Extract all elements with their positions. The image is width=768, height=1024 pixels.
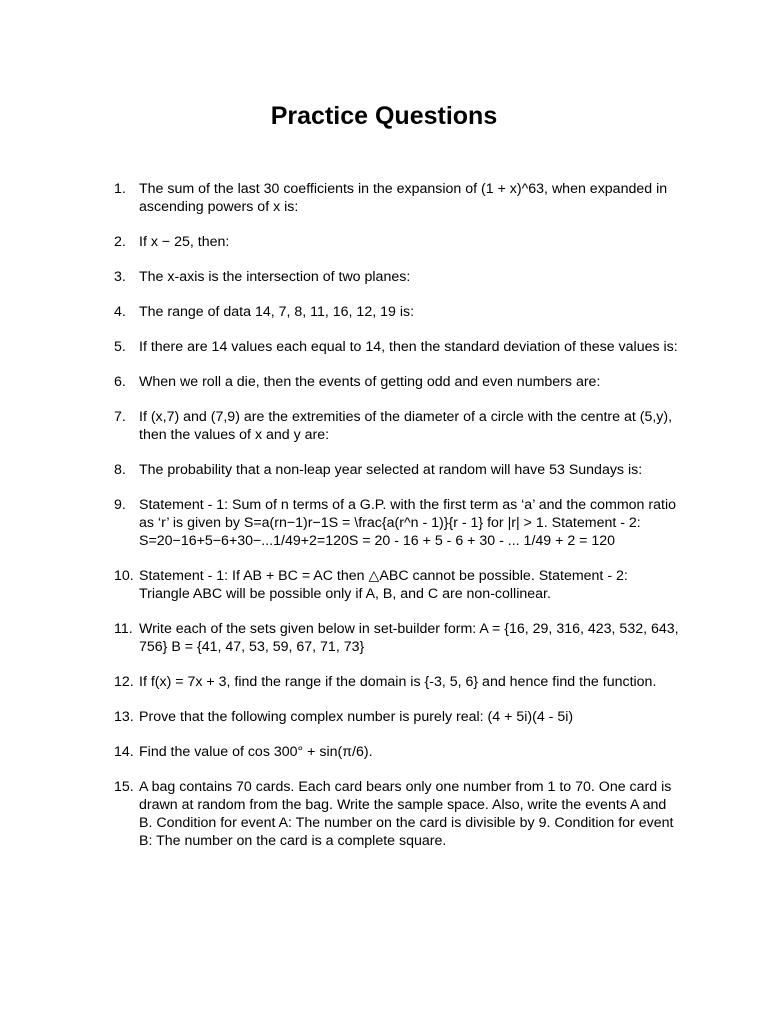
question-text: Prove that the following complex number is purely real: (4 + 5i)(4 - 5i)	[139, 709, 574, 725]
question-item	[0, 673, 768, 691]
question-number: 7.	[114, 409, 126, 425]
question-text: When we roll a die, then the events of getting odd and even numbers are:	[139, 374, 601, 390]
page-title: Practice Questions	[270, 102, 498, 130]
question-number: 2.	[114, 234, 126, 250]
question-number: 10.	[114, 568, 134, 584]
question-text: If (x,7) and (7,9) are the extremities of the diameter of a circle with the centre at (5,y), then the values of x and y are:	[139, 409, 673, 443]
question-item	[0, 268, 768, 286]
question-text: If x − 25, then:	[139, 234, 230, 250]
question-item	[0, 708, 768, 726]
question-number: 11.	[114, 621, 133, 637]
question-item	[0, 778, 768, 850]
question-number: 14.	[114, 744, 134, 760]
question-text: If f(x) = 7x + 3, find the range if the domain is {-3, 5, 6} and hence find the function.	[139, 674, 657, 690]
question-text: Statement - 1: Sum of n terms of a G.P. with the first term as ‘a’ and the common ratio as ‘r’ is given by S=a(rn−1)r−1S = \frac{a(r^n - 1)}{r - 1} for |r| > 1. Statement - 2: S=20−16+5−6+30−...1/49+2=120S = 20 - 16 + 5 - 6 + 30 - ... 1/49 + 2 = 120	[139, 497, 676, 549]
question-number: 13.	[114, 709, 134, 725]
question-number: 4.	[114, 304, 126, 320]
question-text: A bag contains 70 cards. Each card bears only one number from 1 to 70. One card is drawn at random from the bag. Write the sample space. Also, write the events A and B. Condition for event A: The number on the card is divisible by 9. Condition for event B: The number on the card is a complete square.	[139, 779, 674, 849]
question-number: 15.	[114, 779, 134, 795]
question-item	[0, 461, 768, 479]
question-item	[0, 567, 768, 603]
question-text: Statement - 1: If AB + BC = AC then △ABC cannot be possible. Statement - 2: Triangle ABC will be possible only if A, B, and C are non-collinear.	[139, 568, 628, 602]
question-item	[0, 180, 768, 216]
question-number: 5.	[114, 339, 126, 355]
question-text: Find the value of cos 300° + sin(π/6).	[139, 744, 373, 760]
question-item	[0, 303, 768, 321]
question-item	[0, 233, 768, 251]
question-text: The range of data 14, 7, 8, 11, 16, 12, 19 is:	[139, 304, 415, 320]
question-item	[0, 338, 768, 356]
question-item	[0, 743, 768, 761]
question-number: 6.	[114, 374, 126, 390]
question-item	[0, 496, 768, 550]
question-item	[0, 620, 768, 656]
question-item	[0, 408, 768, 444]
question-text: If there are 14 values each equal to 14, then the standard deviation of these values is:	[139, 339, 678, 355]
question-text: The probability that a non-leap year selected at random will have 53 Sundays is:	[139, 462, 643, 478]
question-number: 12.	[114, 674, 134, 690]
question-text: The sum of the last 30 coefficients in the expansion of (1 + x)^63, when expanded in ascending powers of x is:	[139, 181, 668, 215]
question-list	[0, 180, 768, 867]
question-text: The x-axis is the intersection of two planes:	[139, 269, 411, 285]
question-item	[0, 373, 768, 391]
question-number: 8.	[114, 462, 126, 478]
question-number: 3.	[114, 269, 126, 285]
question-number: 1.	[114, 181, 126, 197]
question-number: 9.	[114, 497, 126, 513]
question-text: Write each of the sets given below in set-builder form: A = {16, 29, 316, 423, 532, 643, 756} B = {41, 47, 53, 59, 67, 71, 73}	[139, 621, 679, 655]
